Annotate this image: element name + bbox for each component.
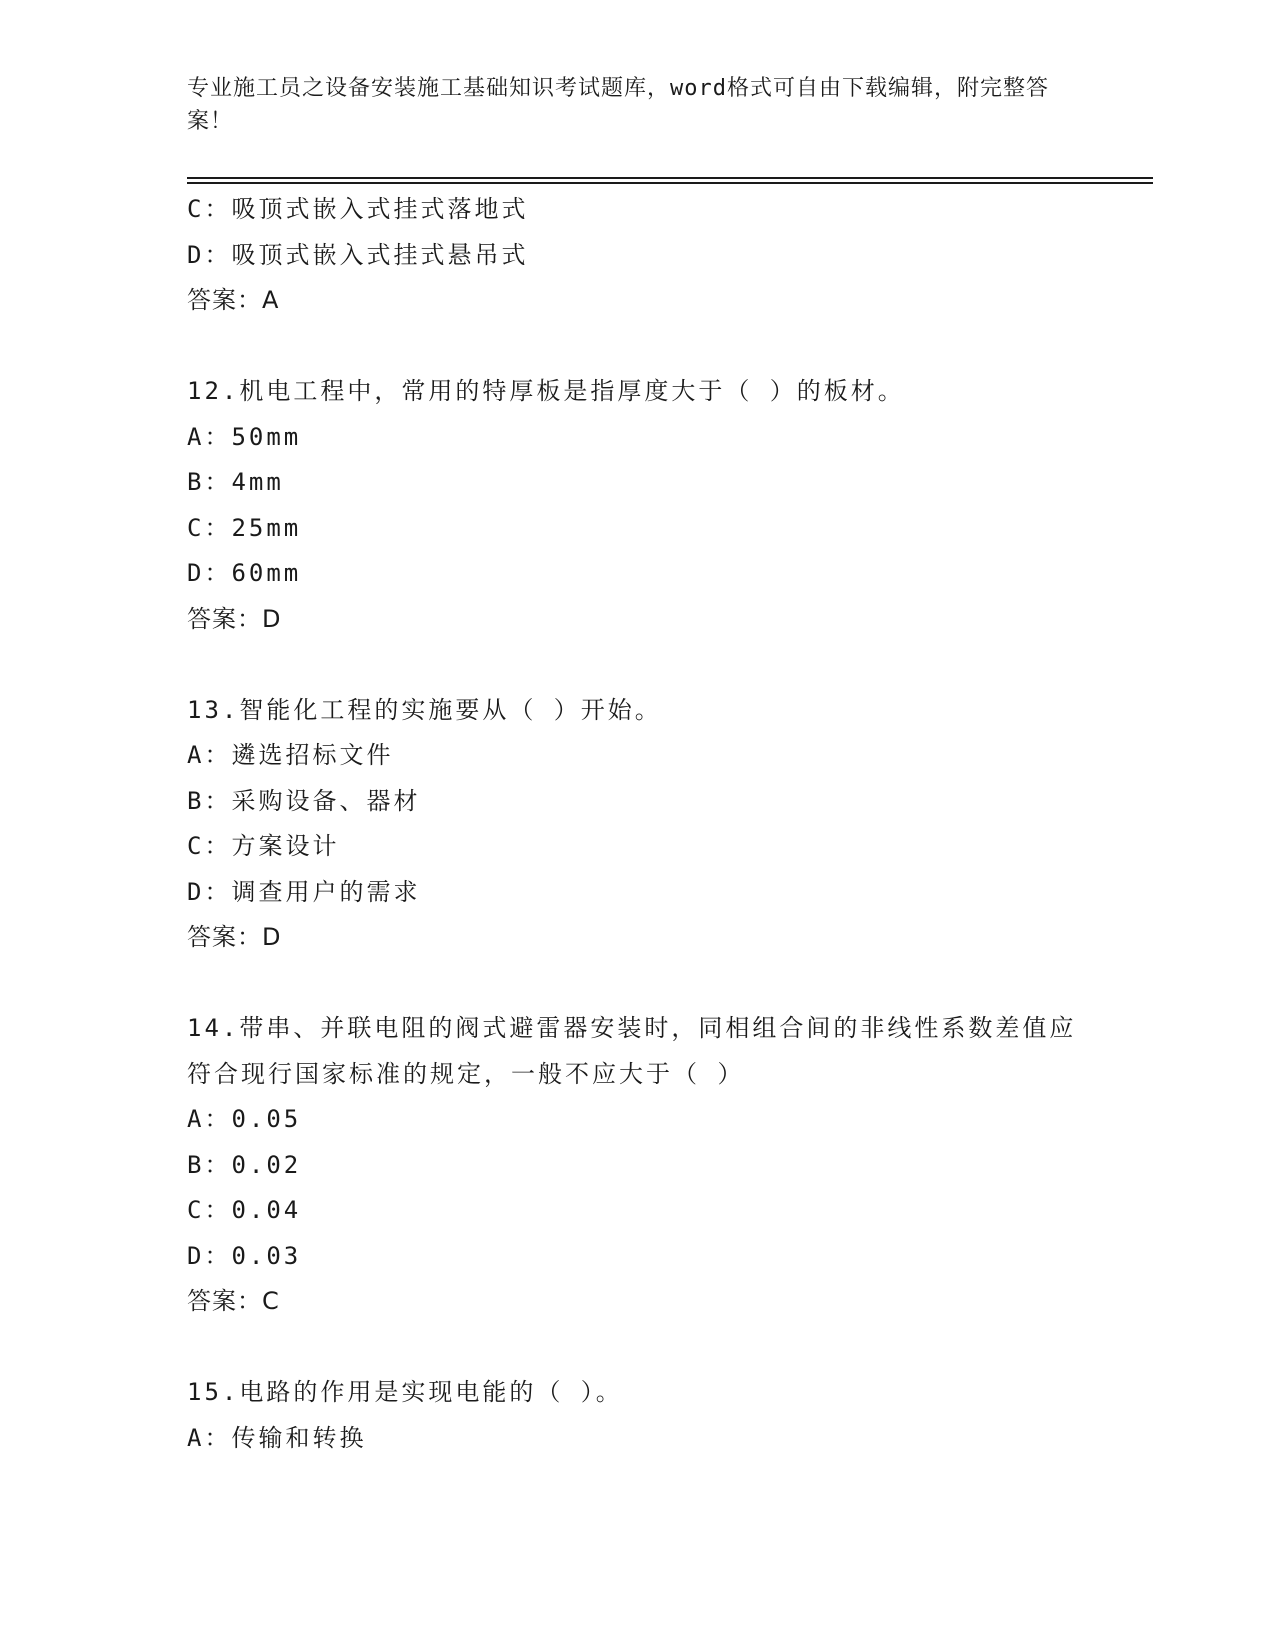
answer-line: 答案：D [187, 923, 282, 951]
answer-line: 答案：C [187, 1287, 280, 1315]
document-header [187, 72, 1067, 138]
option-d: D：吸顶式嵌入式挂式悬吊式 [187, 240, 529, 269]
partial-question-block [187, 187, 1087, 324]
option-a: A：传输和转换 [187, 1423, 367, 1452]
option-c: C：25mm [187, 513, 302, 542]
option-b: B：0.02 [187, 1150, 302, 1179]
question-list [187, 187, 1087, 1461]
option-d: D：调查用户的需求 [187, 877, 421, 906]
question-gap [187, 961, 1087, 1007]
answer-line: 答案：D [187, 604, 282, 633]
answer-line: 答案：A [187, 286, 280, 314]
question-gap [187, 1325, 1087, 1371]
question-block-13 [187, 688, 1087, 961]
question-text: 14.带串、并联电阻的阀式避雷器安装时，同相组合间的非线性系数差值应符合现行国家标准的规定，一般不应大于（ ） [187, 1014, 1077, 1088]
header-divider-bottom [187, 182, 1153, 184]
option-a: A：0.05 [187, 1105, 302, 1133]
question-text: 15.电路的作用是实现电能的（ ）。 [187, 1378, 623, 1406]
header-divider-top [187, 177, 1153, 179]
option-c: C：吸顶式嵌入式挂式落地式 [187, 195, 529, 223]
question-block-12 [187, 369, 1087, 642]
question-block-14 [187, 1006, 1087, 1325]
option-a: A：遴选招标文件 [187, 741, 394, 769]
option-c: C：0.04 [187, 1196, 302, 1224]
option-b: B：采购设备、器材 [187, 786, 421, 815]
question-gap [187, 324, 1087, 370]
option-a: A：50mm [187, 422, 302, 451]
question-text: 12.机电工程中，常用的特厚板是指厚度大于（ ）的板材。 [187, 377, 905, 405]
question-block-15 [187, 1370, 1087, 1461]
option-c: C：方案设计 [187, 832, 340, 860]
question-text: 13.智能化工程的实施要从（ ）开始。 [187, 695, 662, 724]
header-text: 专业施工员之设备安装施工基础知识考试题库，word格式可自由下载编辑，附完整答案！ [187, 76, 1049, 134]
option-d: D：60mm [187, 559, 302, 587]
option-b: B：4mm [187, 468, 284, 496]
option-d: D：0.03 [187, 1241, 302, 1270]
question-gap [187, 642, 1087, 688]
